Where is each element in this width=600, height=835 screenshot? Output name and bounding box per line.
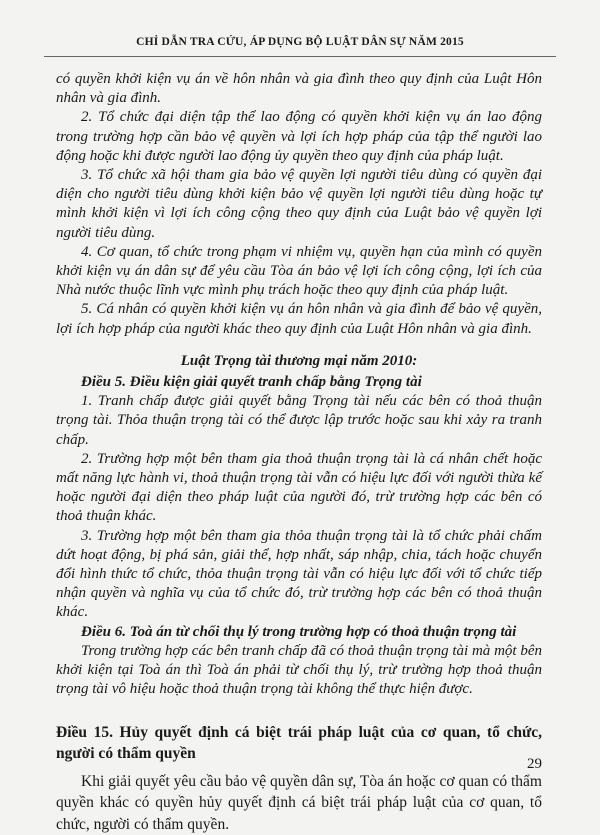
page-number: 29 xyxy=(527,756,542,773)
article-5-title: Điều 5. Điều kiện giải quyết tranh chấp bằng Trọng tài xyxy=(56,373,542,392)
paragraph: 1. Tranh chấp được giải quyết bằng Trọng tài nếu các bên có thoả thuận trọng tài. Thỏa thuận trọng tài có thể được lập trước hoặc sau khi xảy ra tranh chấp. xyxy=(56,392,542,450)
paragraph: 3. Trường hợp một bên tham gia thỏa thuận trọng tài là tổ chức phải chấm dứt hoạt động, bị phá sản, giải thể, hợp nhất, sáp nhập, chia, tách hoặc chuyển đổi hình thức tổ chức, thỏa thuận trọng tài vẫn có hiệu lực đối với tổ chức tiếp nhận quyền và nghĩa vụ của tổ chức đó, trừ trường hợp các bên có thoả thuận khác. xyxy=(56,527,542,623)
paragraph: 2. Tổ chức đại diện tập thể lao động có quyền khởi kiện vụ án lao động trong trường hợp cần bảo vệ quyền và lợi ích hợp pháp của tập thể người lao động hoặc khi được người lao động ủy quyền theo quy định của pháp luật. xyxy=(56,108,542,166)
paragraph: 2. Trường hợp một bên tham gia thoả thuận trọng tài là cá nhân chết hoặc mất năng lực hành vi, thoả thuận trọng tài vẫn có hiệu lực đối với người thừa kế hoặc người đại diện theo pháp luật của người đó, trừ trường hợp các bên có thoả thuận khác. xyxy=(56,450,542,527)
header-rule xyxy=(44,56,556,57)
paragraph: Trong trường hợp các bên tranh chấp đã có thoả thuận trọng tài mà một bên khởi kiện tại Toà án thì Toà án phải từ chối thụ lý, trừ trường hợp thoả thuận trọng tài vô hiệu hoặc thoả thuận trọng tài không thể thực hiện được. xyxy=(56,642,542,700)
paragraph: có quyền khởi kiện vụ án về hôn nhân và gia đình theo quy định của Luật Hôn nhân và gia đình. xyxy=(56,70,542,108)
article-6-title: Điều 6. Toà án từ chối thụ lý trong trường hợp có thoả thuận trọng tài xyxy=(56,623,542,642)
article-15-title: Điều 15. Hủy quyết định cá biệt trái pháp luật của cơ quan, tổ chức, người có thẩm quyền xyxy=(56,722,542,765)
paragraph: 5. Cá nhân có quyền khởi kiện vụ án hôn nhân và gia đình để bảo vệ quyền, lợi ích hợp pháp của người khác theo quy định của Luật Hôn nhân và gia đình. xyxy=(56,300,542,338)
paragraph: 3. Tổ chức xã hội tham gia bảo vệ quyền lợi người tiêu dùng có quyền đại diện cho người tiêu dùng khởi kiện bảo vệ quyền lợi người tiêu dùng hoặc tự mình khởi kiện vì lợi ích công cộng theo quy định của Luật bảo vệ quyền lợi người tiêu dùng. xyxy=(56,166,542,243)
paragraph: Khi giải quyết yêu cầu bảo vệ quyền dân sự, Tòa án hoặc cơ quan có thẩm quyền khác có quyền hủy quyết định cá biệt trái pháp luật của cơ quan, tổ chức, người có thẩm quyền. xyxy=(56,771,542,835)
page-body xyxy=(56,70,542,835)
paragraph: 4. Cơ quan, tổ chức trong phạm vi nhiệm vụ, quyền hạn của mình có quyền khởi kiện vụ án dân sự để yêu cầu Tòa án bảo vệ lợi ích công cộng, lợi ích của Nhà nước thuộc lĩnh vực mình phụ trách hoặc theo quy định của pháp luật. xyxy=(56,243,542,301)
law-title: Luật Trọng tài thương mại năm 2010: xyxy=(56,352,542,371)
running-header: CHỈ DẪN TRA CỨU, ÁP DỤNG BỘ LUẬT DÂN SỰ NĂM 2015 xyxy=(0,36,600,48)
